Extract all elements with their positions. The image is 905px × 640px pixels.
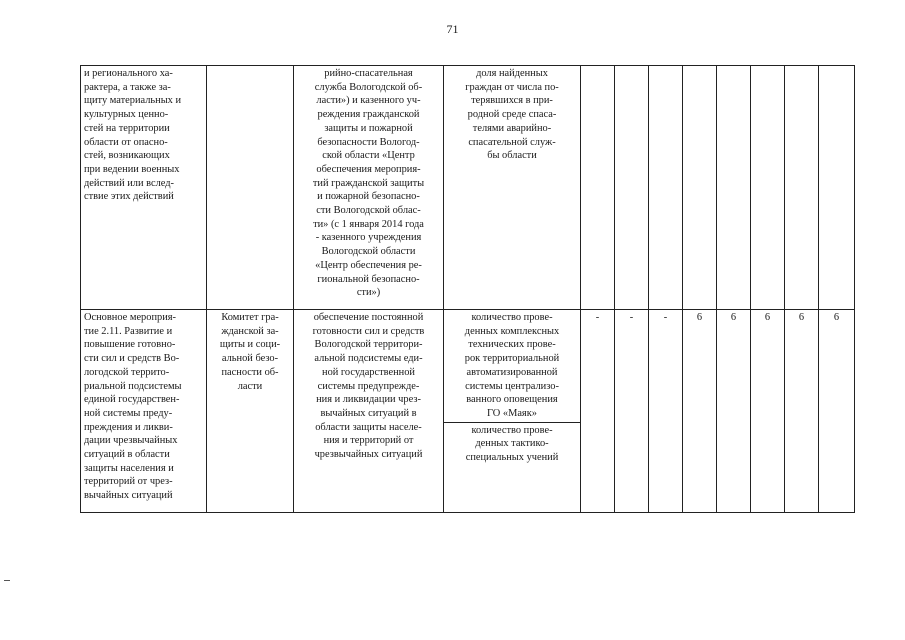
value-cell: 6 (683, 310, 717, 513)
executor-cell (207, 66, 294, 310)
result-cell: рийно-спасательная служба Вологодской об- ласти») и казенного уч- реждения гражданской защиты и пожарной безопасности Вологод- ской области «Центр обеспечения мероприя- тий гражданской защиты и пожарной безопасно- сти Вологодской облас- ти» (с 1 января 2014 года - казенного учреждения Вологодской области «Центр обеспечения ре- гиональной безопасно- сти») (294, 66, 444, 310)
value-cell (785, 66, 819, 310)
table-row (81, 66, 855, 310)
measure-cell: Основное мероприя- тие 2.11. Развитие и повышение готовно- сти сил и средств Во- логодской террито- риальной подсистемы единой государствен- ной системы преду- преждения и ликви- дации чрезвычайных ситуаций в области защиты населения и территорий от чрез- вычайных ситуаций (81, 310, 207, 513)
value-cell (683, 66, 717, 310)
value-cell: 6 (819, 310, 855, 513)
indicator-text: количество прове- денных комплексных технических прове- рок территориальной автоматизированной системы централизо- ванного оповещения ГО «Маяк» (464, 312, 560, 419)
value-cell (581, 66, 615, 310)
value-cell: 6 (785, 310, 819, 513)
page-number: 71 (446, 22, 459, 36)
indicator-text: количество прове- денных тактико- специальных учений (444, 422, 580, 466)
value-cell (649, 66, 683, 310)
value-cell: 6 (717, 310, 751, 513)
value-cell (717, 66, 751, 310)
value-cell: 6 (751, 310, 785, 513)
value-cell (615, 66, 649, 310)
margin-mark (4, 580, 10, 581)
indicator-cell (444, 310, 581, 513)
result-cell: обеспечение постоянной готовности сил и средств Вологодской территори- альной подсистемы еди- ной государственной системы предупрежде- ния и ликвидации чрез- вычайных ситуаций в области защиты населе- ния и территорий от чрезвычайных ситуаций (294, 310, 444, 513)
program-table (80, 65, 855, 513)
value-cell: - (649, 310, 683, 513)
measure-cell: и регионального ха- рактера, а также за- щиту материальных и культурных ценно- стей на территории области от опасно- стей, возникающих при ведении военных действий или вслед- ствие этих действий (81, 66, 207, 310)
value-cell (819, 66, 855, 310)
indicator-cell: доля найденных граждан от числа по- терявшихся в при- родной среде спаса- телями аварийно- спасательной служ- бы области (444, 66, 581, 310)
value-cell (751, 66, 785, 310)
value-cell: - (615, 310, 649, 513)
executor-cell: Комитет гра- жданской за- щиты и соци- альной безо- пасности об- ласти (207, 310, 294, 513)
table-row (81, 310, 855, 513)
value-cell: - (581, 310, 615, 513)
